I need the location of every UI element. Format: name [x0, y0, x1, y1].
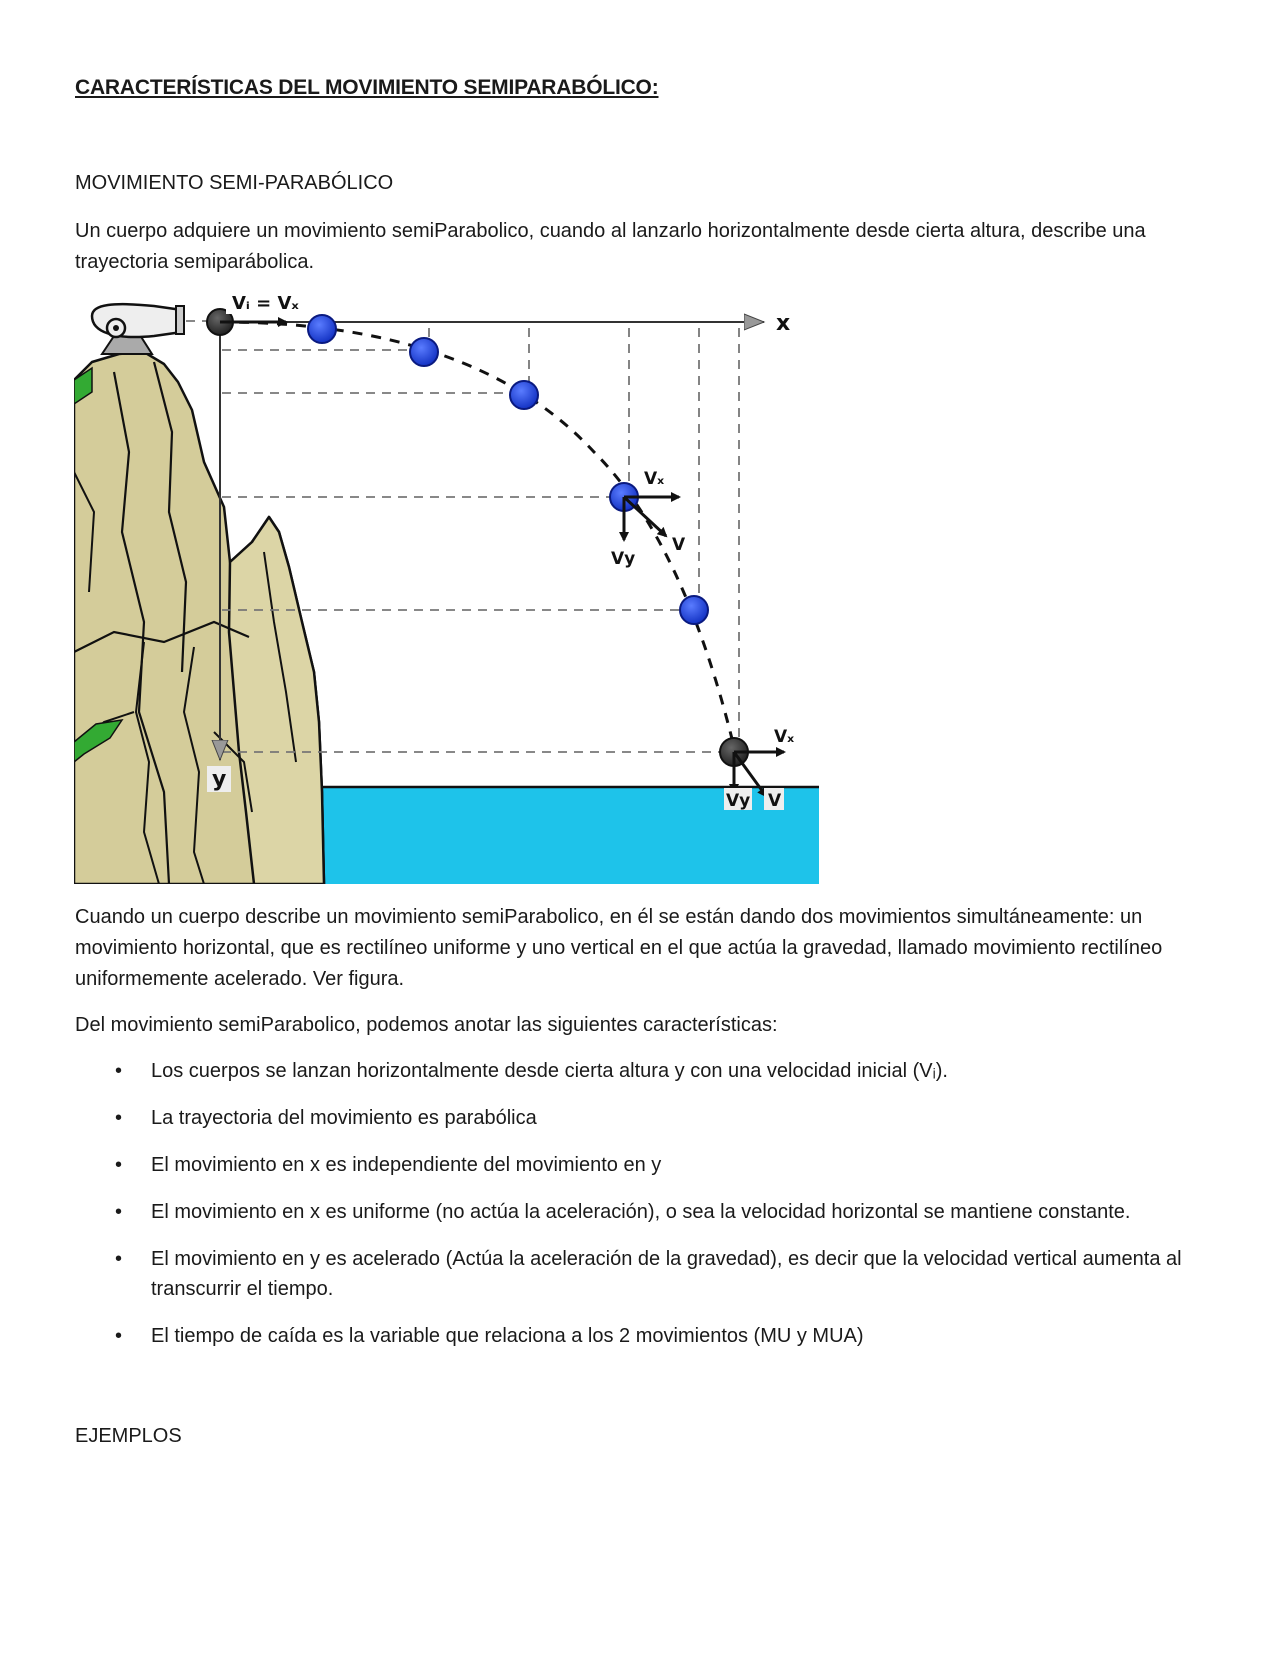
bullet-icon: •	[115, 1107, 123, 1129]
list-item: • Los cuerpos se lanzan horizontalmente desde cierta altura y con una velocidad inicial (Vᵢ).	[75, 1056, 1205, 1086]
examples-heading: EJEMPLOS	[75, 1425, 182, 1447]
list-intro: Del movimiento semiParabolico, podemos anotar las siguientes características:	[75, 1014, 778, 1036]
final-vx-label: Vₓ	[774, 727, 795, 747]
bullet-icon: •	[115, 1201, 123, 1223]
section-subtitle: MOVIMIENTO SEMI-PARABÓLICO	[75, 172, 394, 194]
figure-svg	[74, 292, 819, 884]
intro-paragraph: Un cuerpo adquiere un movimiento semiParabolico, cuando al lanzarlo horizontalmente desde cierta altura, describe una trayectoria semiparábolica.	[75, 220, 1146, 273]
mid-vx-label: Vₓ	[644, 469, 665, 489]
launch-velocity-label: Vᵢ = Vₓ	[232, 293, 299, 314]
final-vy-label: Vy	[726, 791, 751, 811]
bullet-icon: •	[115, 1325, 123, 1347]
y-axis-label: y	[212, 767, 227, 792]
bullet-icon: •	[115, 1248, 123, 1270]
ball-position-5	[680, 596, 708, 624]
list-item: • La trayectoria del movimiento es parabólica	[75, 1103, 1205, 1133]
cannon	[92, 304, 184, 354]
final-v-label: V	[768, 791, 782, 811]
bullet-icon: •	[115, 1060, 123, 1082]
ball-position-2	[410, 338, 438, 366]
ball-position-3	[510, 381, 538, 409]
x-axis-label: x	[776, 311, 791, 336]
bullet-icon: •	[115, 1154, 123, 1176]
document-title: CARACTERÍSTICAS DEL MOVIMIENTO SEMIPARABÓLICO:	[75, 76, 659, 99]
characteristics-list	[75, 1056, 1205, 1368]
list-item: • El movimiento en x es independiente del movimiento en y	[75, 1150, 1205, 1180]
mid-vy-label: Vy	[611, 549, 636, 569]
list-item: • El movimiento en y es acelerado (Actúa la aceleración de la gravedad), es decir que la velocidad vertical aumenta al transcurrir el tiempo.	[75, 1244, 1205, 1304]
ball-position-1	[308, 315, 336, 343]
semiparabolic-motion-figure	[74, 292, 819, 884]
explanation-paragraph: Cuando un cuerpo describe un movimiento semiParabolico, en él se están dando dos movimientos simultáneamente: un movimiento horizontal, que es rectilíneo uniforme y uno vertical en el que actúa la gravedad, llamado movimiento rectilíneo uniformemente acelerado. Ver figura.	[75, 906, 1163, 990]
list-item: • El movimiento en x es uniforme (no actúa la aceleración), o sea la velocidad horizontal se mantiene constante.	[75, 1197, 1205, 1227]
list-item: • El tiempo de caída es la variable que relaciona a los 2 movimientos (MU y MUA)	[75, 1321, 1205, 1351]
mid-v-label: V	[672, 535, 686, 555]
